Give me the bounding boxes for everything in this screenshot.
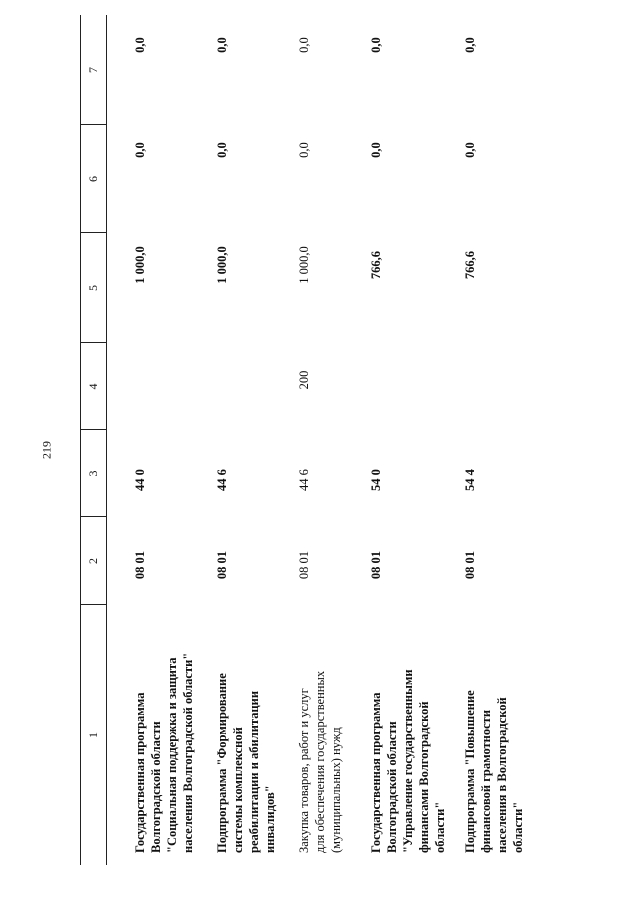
row-target-code: 54 4 (463, 469, 477, 491)
row-section-code: 08 01 (133, 550, 147, 580)
row-section-code: 08 01 (463, 550, 477, 580)
header-col-6: 6 (86, 176, 100, 182)
rotated-table-container (80, 15, 530, 865)
row-amount-3: 0,0 (463, 37, 477, 53)
row-name: Государственная программа Волгоградской области "Управление государственными финансами Волгоградской области" (369, 669, 447, 853)
row-name: Закупка товаров, работ и услуг для обеспечения государственных (муниципальных) нужд (297, 670, 343, 853)
row-amount-3: 0,0 (297, 37, 311, 53)
header-col-4: 4 (86, 383, 100, 390)
row-amount: 1 000,0 (133, 246, 147, 284)
row-amount-2: 0,0 (369, 142, 383, 158)
header-col-7: 7 (86, 67, 100, 73)
row-name: Подпрограмма "Формирование системы комплексной реабилитации и абилитации инвалидов" (215, 673, 277, 853)
row-target-code: 44 6 (297, 469, 311, 491)
row-section-code: 08 01 (369, 550, 383, 580)
header-bottom-rule (106, 15, 107, 865)
row-expense-type: 200 (297, 370, 311, 390)
row-amount: 766,6 (369, 250, 383, 280)
row-amount-2: 0,0 (215, 142, 229, 158)
row-amount-3: 0,0 (215, 37, 229, 53)
budget-table (80, 15, 530, 865)
row-section-code: 08 01 (297, 550, 311, 580)
row-target-code: 54 0 (369, 469, 383, 491)
header-col-5: 5 (86, 285, 100, 291)
row-amount-3: 0,0 (133, 37, 147, 53)
row-amount-2: 0,0 (463, 142, 477, 158)
table-top-rule (80, 15, 81, 865)
row-amount-3: 0,0 (369, 37, 383, 53)
row-amount-2: 0,0 (297, 142, 311, 158)
header-col-2: 2 (86, 558, 100, 564)
row-section-code: 08 01 (215, 550, 229, 580)
header-col-1: 1 (86, 732, 100, 738)
row-target-code: 44 6 (215, 469, 229, 491)
row-name: Подпрограмма "Повышение финансовой грамотности населения в Волгоградской области" (463, 690, 525, 853)
row-name: Государственная программа Волгоградской области "Социальная поддержка и защита населения Волгоградской области" (133, 652, 195, 853)
row-amount-2: 0,0 (133, 142, 147, 158)
row-amount: 766,6 (463, 250, 477, 280)
row-target-code: 44 0 (133, 469, 147, 491)
page-number: 219 (39, 441, 54, 459)
row-amount: 1 000,0 (215, 246, 229, 284)
row-amount: 1 000,0 (297, 246, 311, 284)
header-col-3: 3 (86, 470, 100, 477)
